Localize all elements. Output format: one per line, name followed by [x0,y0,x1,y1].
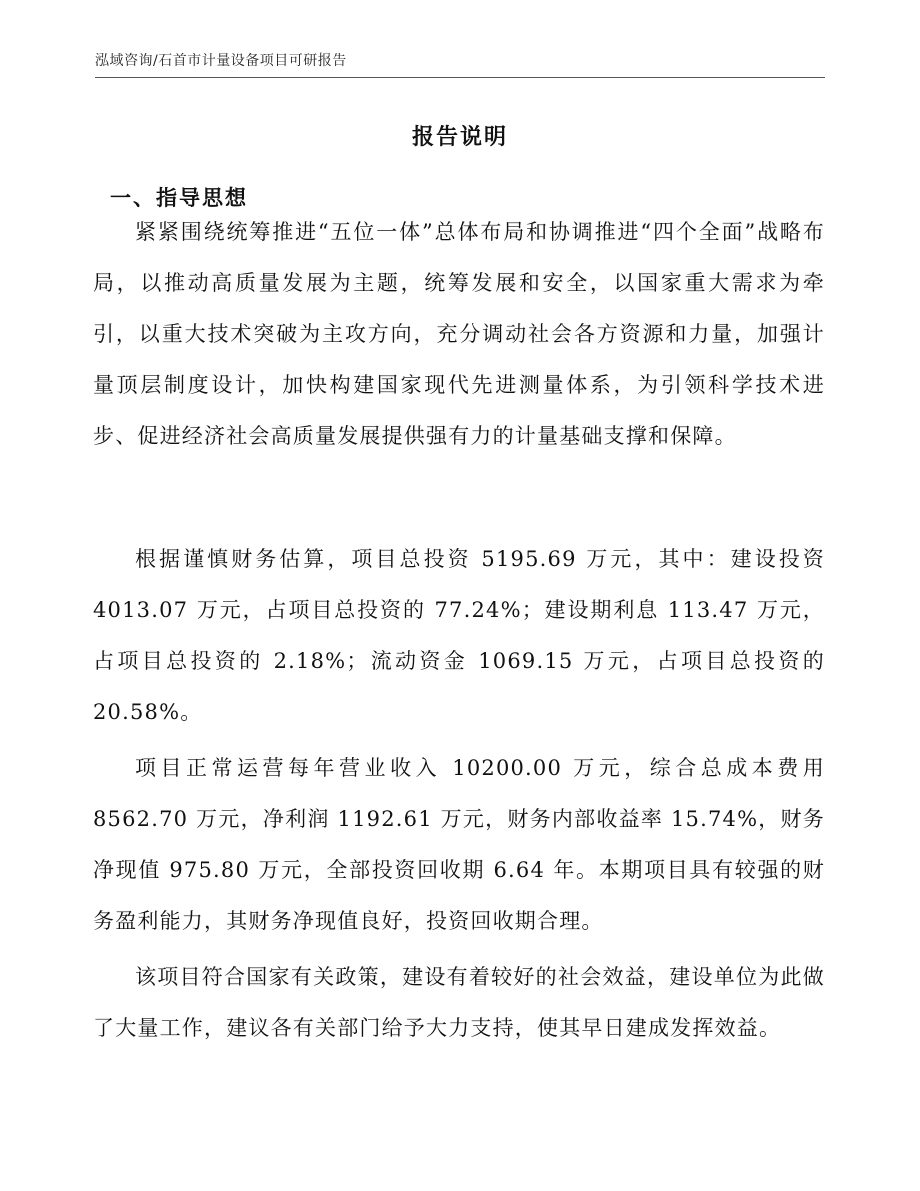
section-heading: 一、指导思想 [110,186,248,210]
header-divider [95,77,825,78]
paragraph-financial-returns: 项目正常运营每年营业收入 10200.00 万元，综合总成本费用 8562.70 万元，净利润 1192.61 万元，财务内部收益率 15.74%，财务净现值 975.80 万元，全部投资回收期 6.64 年。本期项目具有较强的财务盈利能力，其财务净现值良好，投资回收期合理。 [93,756,825,933]
paragraph-conclusion: 该项目符合国家有关政策，建设有着较好的社会效益，建设单位为此做了大量工作，建议各有关部门给予大力支持，使其早日建成发挥效益。 [93,965,825,1040]
page-title: 报告说明 [411,125,508,150]
paragraph-guiding-ideology: 紧紧围绕统筹推进“五位一体”总体布局和协调推进“四个全面”战略布局，以推动高质量发展为主题，统筹发展和安全，以国家重大需求为牵引，以重大技术突破为主攻方向，充分调动社会各方资源和力量，加强计量顶层制度设计，加快构建国家现代先进测量体系，为引领科学技术进步、促进经济社会高质量发展提供强有力的计量基础支撑和保障。 [93,220,825,448]
paragraph-investment-estimate: 根据谨慎财务估算，项目总投资 5195.69 万元，其中：建设投资 4013.07 万元，占项目总投资的 77.24%；建设期利息 113.47 万元，占项目总投资的 2.18%；流动资金 1069.15 万元，占项目总投资的 20.58%。 [93,547,825,724]
running-header: 泓域咨询/石首市计量设备项目可研报告 [95,53,347,69]
